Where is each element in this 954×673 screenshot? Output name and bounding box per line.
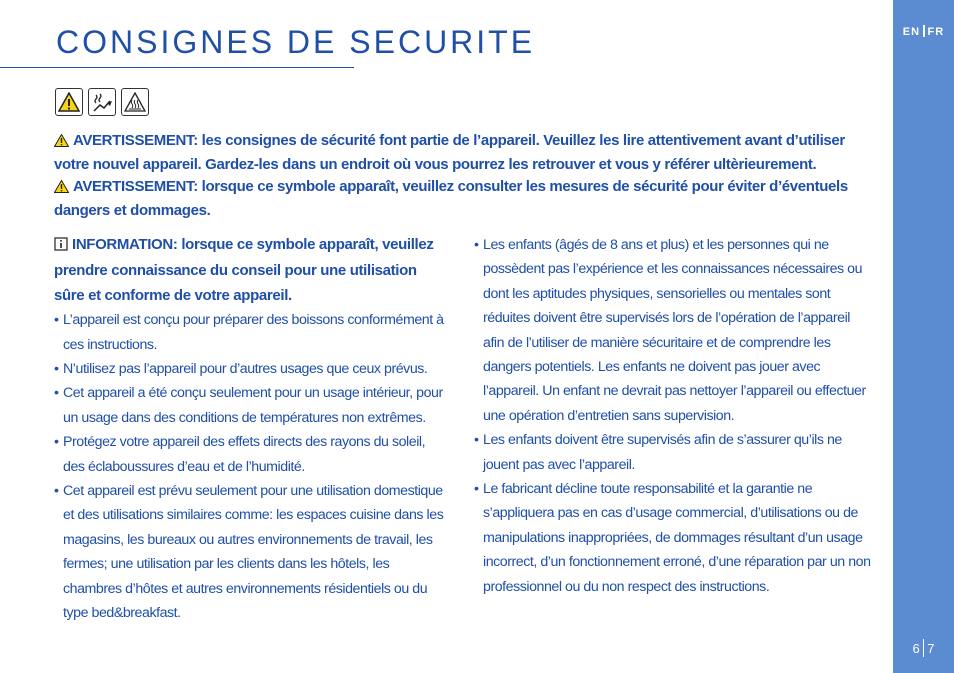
list-item: • N’utilisez pas l’appareil pour d’autres usages que ceux prévus. bbox=[54, 357, 450, 381]
language-en[interactable]: EN bbox=[902, 26, 921, 38]
list-item: • Les enfants (âgés de 8 ans et plus) et les personnes qui ne possèdent pas l’expérience et les connaissances nécessaires ou dont les aptitudes physiques, sensorielles ou mentales sont réduites doivent être supervisés lors de l’opération de l’appareil afin de l’utiliser de manière sécuritaire et de comprendre les dangers potentiels. Les enfants ne doivent pas jouer avec l’appareil. Un enfant ne devrait pas nettoyer l’appareil ou effectuer une opération d’entretien sans supervision. bbox=[474, 233, 874, 428]
information-paragraph bbox=[54, 233, 450, 308]
warning-text-1: AVERTISSEMENT: les consignes de sécurité font partie de l’appareil. Veuillez les lire attentivement avant d’utiliser votre nouvel appareil. Gardez-les dans un endroit où vous pourrez les retrouver et vous y référer ultèrieurement. bbox=[54, 132, 845, 173]
page-number-right: 7 bbox=[927, 641, 935, 656]
information-text: INFORMATION: lorsque ce symbole apparaît, veuillez prendre connaissance du conseil pour une utilisation sûre et conforme de votre appareil. bbox=[54, 236, 434, 304]
list-item: • Protégez votre appareil des effets directs des rayons du soleil, des éclaboussures d’eau et de l’humidité. bbox=[54, 430, 450, 479]
list-item: • Le fabricant décline toute responsabilité et la garantie ne s’appliquera pas en cas d’usage commercial, d’utilisations ou de manipulations inappropriées, de dommages résultant d’un usage incorrect, d’un fonctionnement erroné, d’une réparation par un non professionnel ou du non respect des instructions. bbox=[474, 477, 874, 599]
list-item: • Cet appareil a été conçu seulement pour un usage intérieur, pour un usage dans des conditions de températures non extrêmes. bbox=[54, 381, 450, 430]
warning-triangle-icon bbox=[55, 88, 83, 116]
language-fr[interactable]: FR bbox=[927, 26, 945, 38]
warning-triangle-icon bbox=[54, 178, 69, 200]
safety-icons-row bbox=[55, 88, 149, 116]
page-number-left: 6 bbox=[912, 641, 920, 656]
page-title: CONSIGNES DE SECURITE bbox=[56, 24, 536, 60]
hot-steam-icon bbox=[88, 88, 116, 116]
sidebar bbox=[893, 0, 954, 673]
title-divider bbox=[0, 67, 354, 68]
warning-text-2: AVERTISSEMENT: lorsque ce symbole apparaît, veuillez consulter les mesures de sécurité pour éviter d’éventuels dangers et dommages. bbox=[54, 178, 848, 219]
page-numbers bbox=[893, 639, 954, 657]
hot-surface-icon bbox=[121, 88, 149, 116]
right-column bbox=[474, 233, 874, 599]
right-bullet-list bbox=[474, 233, 874, 599]
left-bullet-list bbox=[54, 308, 450, 625]
list-item: • Les enfants doivent être supervisés afin de s’assurer qu’ils ne jouent pas avec l’appareil. bbox=[474, 428, 874, 477]
left-column bbox=[54, 233, 450, 626]
language-indicator bbox=[893, 25, 954, 38]
warning-paragraph-2 bbox=[54, 176, 874, 222]
language-separator bbox=[923, 25, 925, 37]
page-separator bbox=[923, 639, 925, 657]
warning-paragraph-1 bbox=[54, 130, 874, 176]
warning-triangle-icon bbox=[54, 132, 69, 154]
list-item: • L’appareil est conçu pour préparer des boissons conformément à ces instructions. bbox=[54, 308, 450, 357]
list-item: • Cet appareil est prévu seulement pour une utilisation domestique et des utilisations similaires comme: les espaces cuisine dans les magasins, les bureaux ou autres environnements de travail, les fermes; une utilisation par les clients dans les hôtels, les chambres d’hôtes et autres environnements résidentiels ou du type bed&breakfast. bbox=[54, 479, 450, 625]
information-icon bbox=[54, 235, 68, 259]
